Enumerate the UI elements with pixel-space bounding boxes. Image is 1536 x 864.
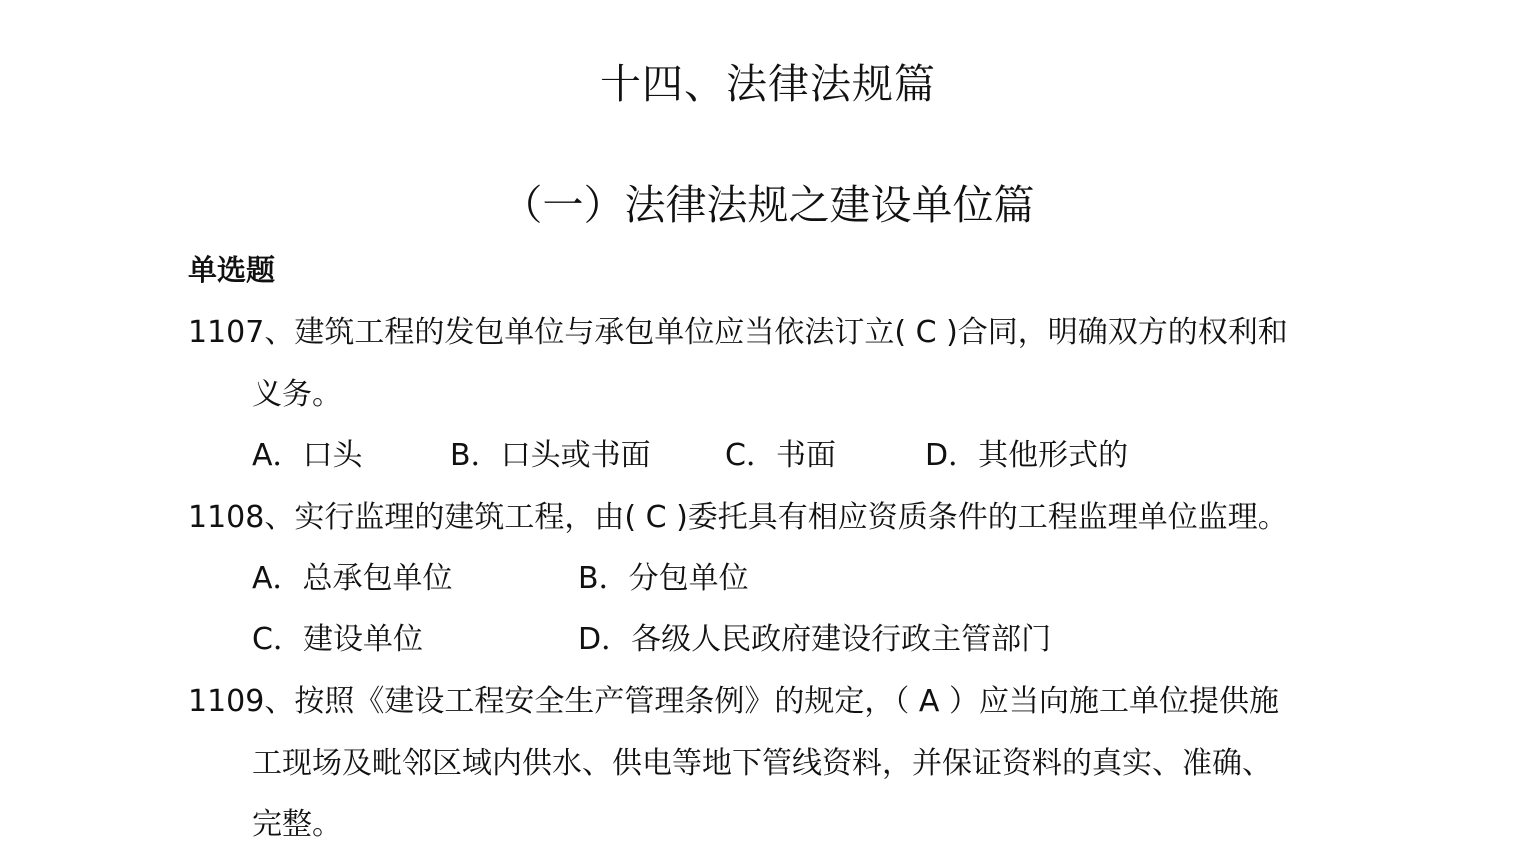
option-b: B．分包单位	[578, 561, 749, 596]
question-text-line: 完整。	[252, 807, 342, 842]
section-subtitle: （一）法律法规之建设单位篇	[501, 181, 1035, 229]
question-text-line: 1108、实行监理的建筑工程，由( C )委托具有相应资质条件的工程监理单位监理。	[188, 500, 1288, 535]
option-c: C．书面	[725, 438, 836, 473]
chapter-title: 十四、法律法规篇	[600, 60, 936, 108]
question-text-line: 义务。	[252, 377, 342, 412]
option-a: A．口头	[252, 438, 363, 473]
option-b: B．口头或书面	[450, 438, 651, 473]
question-text-line: 1109、按照《建设工程安全生产管理条例》的规定，（ A ）应当向施工单位提供施	[188, 684, 1279, 719]
option-c: C．建设单位	[252, 622, 423, 657]
option-d: D．其他形式的	[925, 438, 1129, 473]
option-a: A．总承包单位	[252, 561, 453, 596]
question-type-heading: 单选题	[188, 253, 276, 287]
question-text-line: 1107、建筑工程的发包单位与承包单位应当依法订立( C )合同，明确双方的权利和	[188, 315, 1288, 350]
question-text-line: 工现场及毗邻区域内供水、供电等地下管线资料，并保证资料的真实、准确、	[252, 746, 1272, 781]
option-d: D．各级人民政府建设行政主管部门	[578, 622, 1052, 657]
